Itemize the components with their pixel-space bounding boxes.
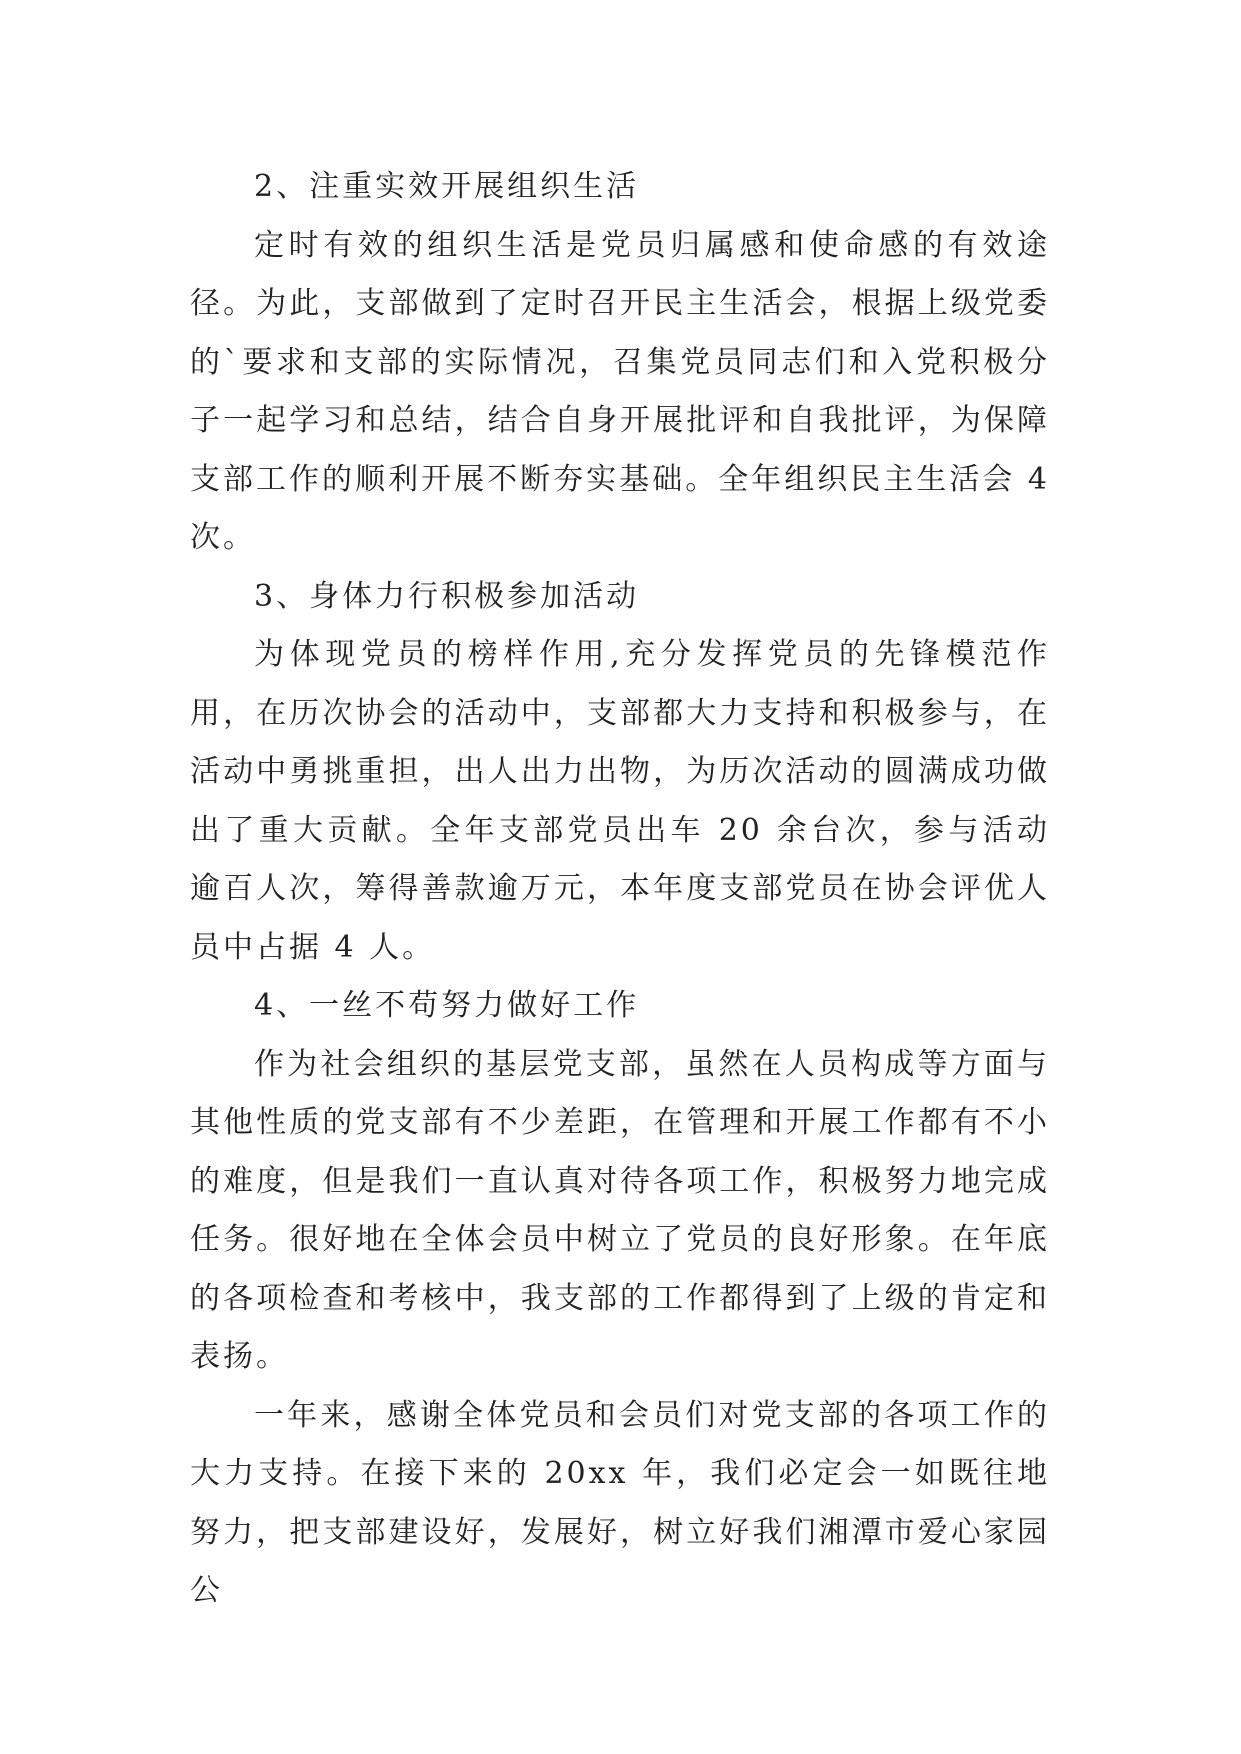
paragraph-work: 作为社会组织的基层党支部，虽然在人员构成等方面与其他性质的党支部有不少差距，在管理和开展工作都有不小的难度，但是我们一直认真对待各项工作，积极努力地完成任务。很好地在全体会员中树立了党员的良好形象。在年底的各项检查和考核中，我支部的工作都得到了上级的肯定和表扬。 — [190, 1046, 1050, 1374]
section-heading-2: 2、注重实效开展组织生活 — [254, 169, 640, 204]
paragraph-activities: 为体现党员的榜样作用,充分发挥党员的先锋模范作用，在历次协会的活动中，支部都大力支持和积极参与，在活动中勇挑重担，出人出力出物，为历次活动的圆满成功做出了重大贡献。全年支部党员出车 20 余台次，参与活动逾百人次，筹得善款逾万元，本年度支部党员在协会评优人员中占据 4 人。 — [190, 637, 1050, 965]
document-body — [190, 158, 1050, 1621]
paragraph-org-life: 定时有效的组织生活是党员归属感和使命感的有效途径。为此，支部做到了定时召开民主生活会，根据上级党委的`要求和支部的实际情况，召集党员同志们和入党积极分子一起学习和总结，结合自身开展批评和自我批评，为保障支部工作的顺利开展不断夯实基础。全年组织民主生活会 4 次。 — [190, 227, 1050, 555]
paragraph-closing: 一年来，感谢全体党员和会员们对党支部的各项工作的大力支持。在接下来的 20xx 年，我们必定会一如既往地努力，把支部建设好，发展好，树立好我们湘潭市爱心家园公 — [190, 1397, 1050, 1608]
section-heading-3: 3、身体力行积极参加活动 — [254, 578, 640, 614]
section-heading-4: 4、一丝不苟努力做好工作 — [254, 988, 640, 1023]
